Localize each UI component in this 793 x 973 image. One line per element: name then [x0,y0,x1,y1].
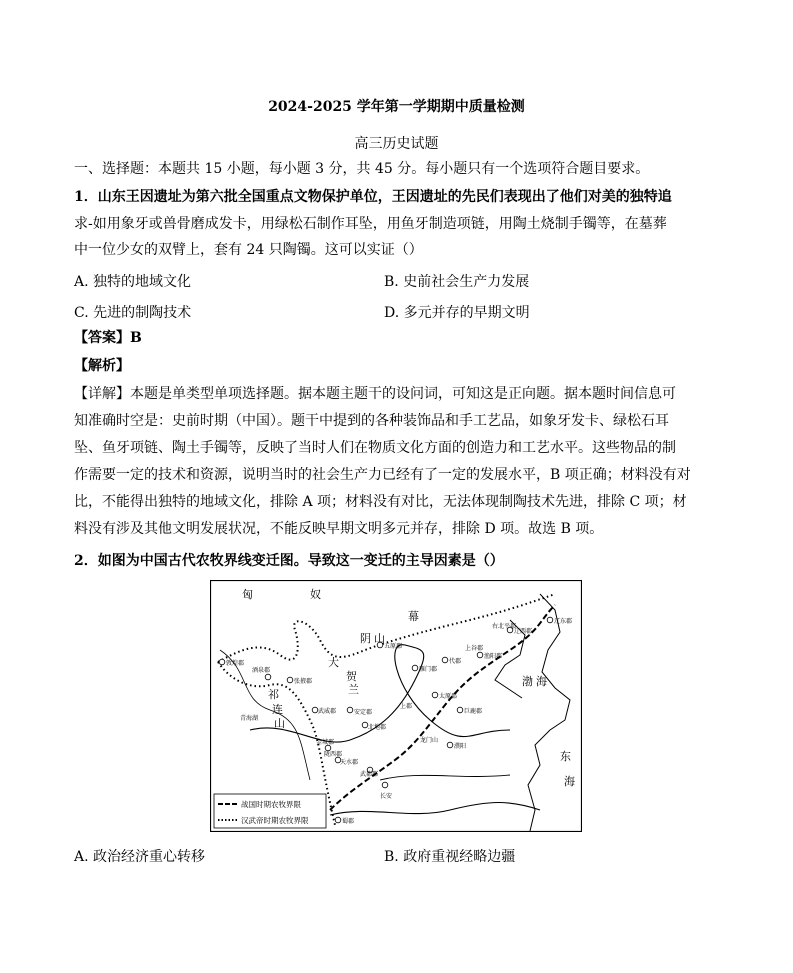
agro-pastoral-boundary-map [210,580,582,832]
map-place-label: 濮阳 [454,743,467,750]
map-place-label: 张掖郡 [294,678,313,685]
map-place-label: 天水郡 [340,759,359,766]
map-place-label: 武都郡 [360,771,379,778]
map-place-label: 上谷郡 [465,645,484,652]
q1-stem-line-1: 1．山东王因遗址为第六批全国重点文物保护单位，王因遗址的先民们表现出了他们对美的独特追 [74,189,672,205]
map-place-label: 龙门山 [420,737,439,744]
q2-option-a: A. 政治经济重心转移 [74,849,206,865]
map-place-label: 右北平郡 [492,623,517,630]
map-region-label: 大 [328,656,339,669]
map-region-label: 贺 [346,670,357,683]
map-place-label: 敦煌郡 [226,660,245,667]
map-region-label: 山 [274,717,285,730]
q1-detail-line-1: 【详解】本题是单类型单项选择题。据本题主题干的设问词，可知这是正向题。据本题时间信息可 [74,386,676,402]
map-place-label: 太原郡 [439,693,458,700]
q2-stem: 2．如图为中国古代农牧界线变迁图。导致这一变迁的主导因素是（） [74,553,504,569]
q1-detail-line-5: 比，不能得出独特的地域文化，排除 A 项；材料没有对比，无法体现制陶技术先进，排除 C 项；材 [74,494,687,510]
map-place-label: 金城郡 [316,739,335,746]
q1-option-b: B. 史前社会生产力发展 [384,274,530,290]
map-place-label: 雁门郡 [419,666,438,673]
map-place-label: 渔阳郡 [484,653,503,660]
q2-option-b: B. 政府重视经略边疆 [384,849,516,865]
map-region-label: 东 [560,750,571,763]
q1-analysis-label: 【解析】 [74,358,130,374]
legend-han-wudi: 汉武帝时期农牧界限 [241,816,309,825]
map-region-label: 奴 [310,588,321,601]
map-region-label: 渤 [522,675,533,688]
map-place-label: 代郡 [449,658,462,665]
map-place-label: 武威郡 [318,708,337,715]
q1-stem-line-2: 求-如用象牙或兽骨磨成发卡，用绿松石制作耳坠，用鱼牙制造项链，用陶土烧制手镯等，在墓葬 [74,216,667,232]
map-region-label: 连 [272,703,283,716]
map-place-label: 北地郡 [368,724,387,731]
map-place-label: 长安 [380,793,393,800]
page-subtitle: 高三历史试题 [354,136,439,152]
q1-option-a: A. 独特的地域文化 [74,274,192,290]
map-place-label: 酒泉郡 [252,667,271,674]
q1-detail-line-4: 作需要一定的技术和资源，说明当时的社会生产力已经有了一定的发展水平，B 项正确；材料没有对 [74,467,691,483]
q1-detail-line-2: 知准确时空是：史前时期（中国）。题干中提到的各种装饰品和手工艺品，如象牙发卡、绿松石耳 [74,413,669,429]
map-region-label: 阴 [360,632,371,645]
map-region-label: 海 [536,675,547,688]
map-place-label: 辽东郡 [554,618,573,625]
map-place-label: 五原郡 [384,643,403,650]
section-heading: 一、选择题：本题共 15 小题，每小题 3 分，共 45 分。每小题只有一个选项符合题目要求。 [74,161,650,177]
map-place-label: 青海湖 [240,715,259,722]
q1-option-c: C. 先进的制陶技术 [74,305,192,321]
q1-stem-line-3: 中一位少女的双臂上，套有 24 只陶镯。这可以实证（） [74,242,423,258]
q1-detail-line-3: 坠、鱼牙项链、陶土手镯等，反映了当时人们在物质文化方面的创造力和工艺水平。这些物品的制 [74,440,676,456]
map-place-label: 辽西郡 [514,628,533,635]
legend-warring-states: 战国时期农牧界限 [241,800,301,809]
map-region-label: 幕 [408,610,419,623]
map-place-label: 安定郡 [354,709,373,716]
map-region-label: 兰 [348,683,359,696]
map-region-label: 祁 [268,688,279,701]
map-place-label: 巨鹿郡 [464,708,483,715]
map-region-label: 山 [374,632,385,645]
map-place-label: 上郡 [400,703,413,710]
map-place-label: 陇西郡 [324,751,343,758]
page-title: 2024-2025 学年第一学期期中质量检测 [268,99,525,115]
map-place-label: 蜀郡 [342,818,355,825]
q1-answer: 【答案】B [74,330,142,346]
map-region-label: 匈 [242,588,253,601]
map-region-label: 海 [564,775,575,788]
q1-option-d: D. 多元并存的早期文明 [384,305,530,321]
q1-detail-line-6: 料没有涉及其他文明发展状况，不能反映早期文明多元并存，排除 D 项。故选 B 项。 [74,521,604,537]
